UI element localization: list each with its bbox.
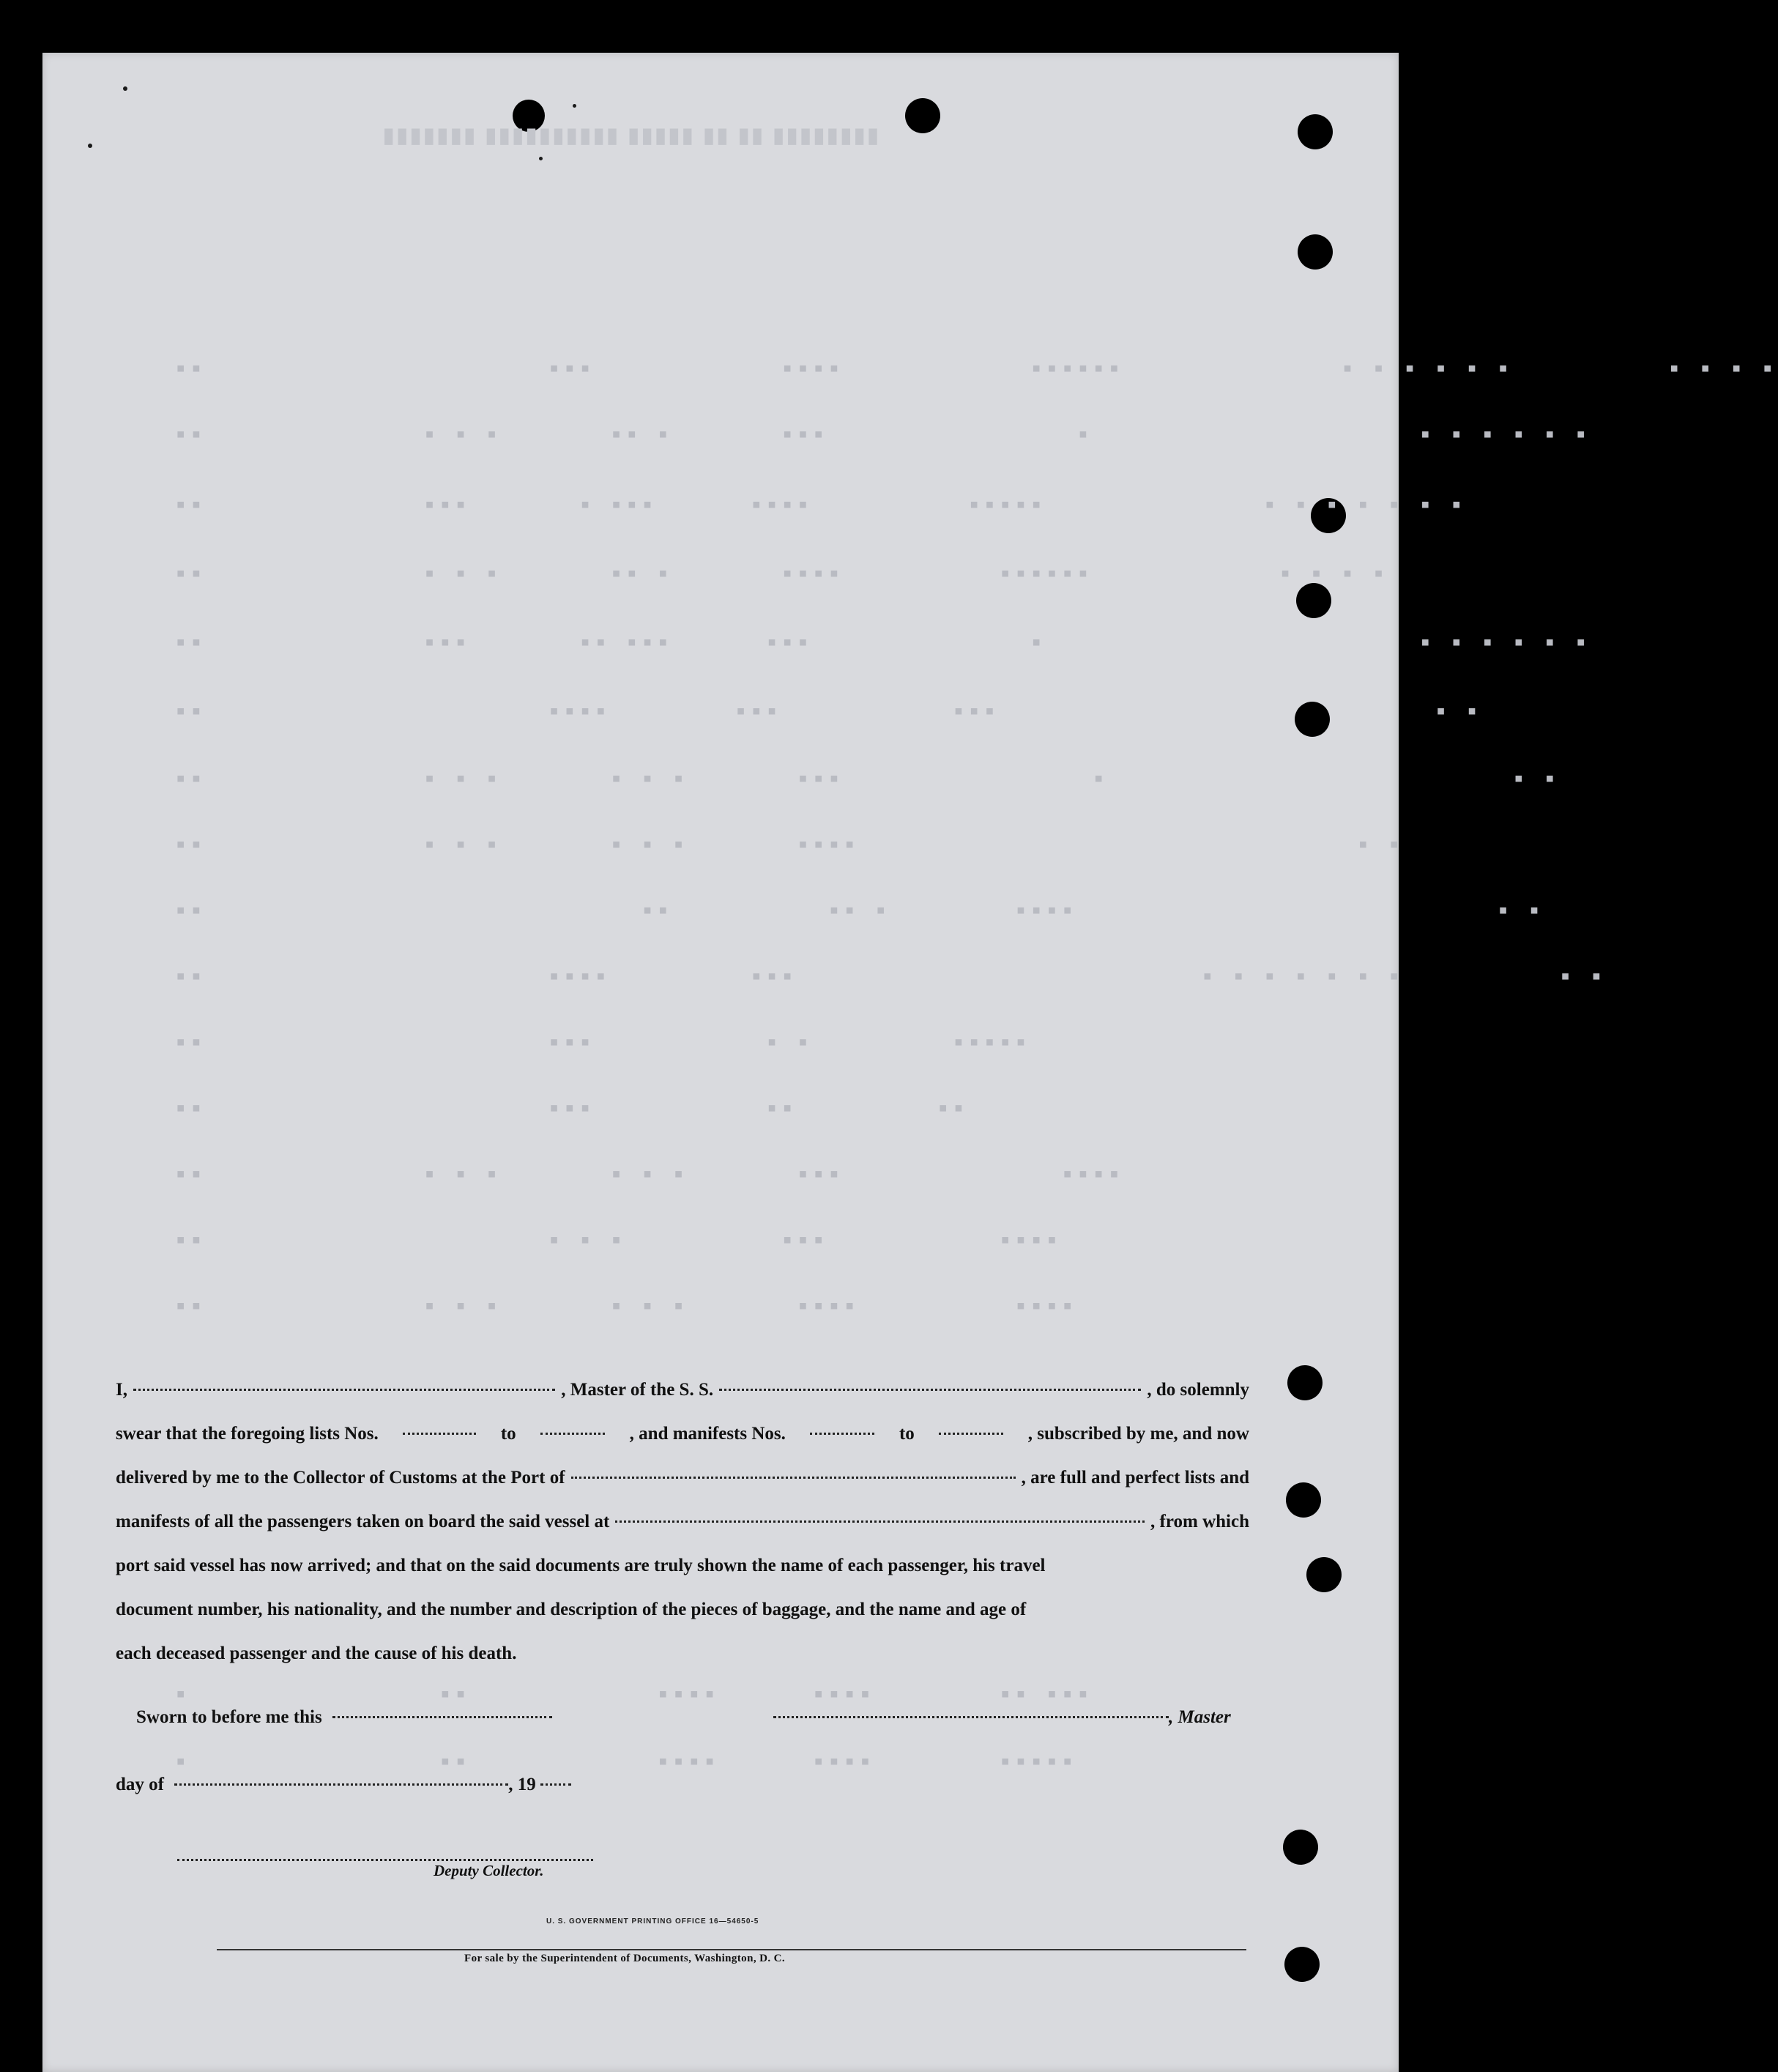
declaration-text: I, bbox=[116, 1380, 127, 1400]
sworn-date-field[interactable] bbox=[332, 1716, 552, 1718]
bleed-through-row: ▪ ▪▪ ▪▪▪▪ ▪▪▪▪ ▪▪▪▪▪ bbox=[176, 1752, 1079, 1770]
punch-hole bbox=[1298, 114, 1333, 149]
bleed-through-row: ▪▪ ▪ ▪ ▪ ▪▪ ▪ ▪▪▪ ▪ ▪ ▪ ▪ ▪ ▪ ▪ bbox=[176, 425, 1592, 443]
manifests-to-field[interactable] bbox=[939, 1433, 1003, 1435]
declaration-text: swear that the foregoing lists Nos. bbox=[116, 1424, 379, 1444]
speck bbox=[123, 86, 127, 91]
punch-hole bbox=[1306, 1557, 1342, 1592]
bleed-through-row: ▪▪ ▪ ▪ ▪ ▪ ▪ ▪ ▪▪▪▪ ▪▪▪▪ bbox=[176, 1296, 1079, 1315]
bleed-through-row: ▪▪ ▪ ▪ ▪ ▪▪▪ ▪▪▪▪ bbox=[176, 1230, 1063, 1249]
punch-hole bbox=[1296, 583, 1331, 618]
punch-hole bbox=[1287, 1365, 1323, 1400]
master-name-field[interactable] bbox=[133, 1389, 555, 1391]
bleed-through-row: ▪▪ ▪▪▪ ▪ ▪ ▪▪▪▪▪ bbox=[176, 1033, 1032, 1051]
month-field[interactable] bbox=[174, 1783, 508, 1786]
speck bbox=[573, 104, 576, 108]
declaration-text: , and manifests Nos. bbox=[629, 1424, 786, 1444]
declaration-text: delivered by me to the Collector of Customs at the Port of bbox=[116, 1468, 565, 1488]
declaration-text: , Master of the S. S. bbox=[561, 1380, 714, 1400]
declaration-line-5 bbox=[116, 1544, 1249, 1588]
footer-rule bbox=[217, 1949, 1246, 1950]
punch-hole bbox=[1298, 234, 1333, 270]
bleed-through-row: ▪▪ ▪▪▪ ▪ ▪▪▪ ▪▪▪▪ ▪▪▪▪▪ ▪ ▪ ▪ ▪ ▪ ▪ ▪ bbox=[176, 495, 1468, 513]
bleed-through-row: ▪ ▪▪ ▪▪▪▪ ▪▪▪▪ ▪▪ ▪▪▪ bbox=[176, 1685, 1094, 1703]
sworn-label: Sworn to before me this bbox=[136, 1707, 322, 1727]
manifests-from-field[interactable] bbox=[810, 1433, 874, 1435]
bleed-through-row: ▪▪ ▪ ▪ ▪ ▪▪ ▪ ▪▪▪▪ ▪▪▪▪▪▪ ▪ ▪ ▪ ▪ bbox=[176, 564, 1390, 582]
declaration-line-1 bbox=[116, 1368, 1249, 1412]
declaration-text: port said vessel has now arrived; and that on the said documents are truly shown the name of each passenger, his travel bbox=[116, 1556, 1046, 1575]
declaration-text: to bbox=[500, 1424, 516, 1444]
punch-hole bbox=[905, 98, 940, 133]
declaration-line-6 bbox=[116, 1588, 1249, 1632]
printing-office-imprint: U. S. GOVERNMENT PRINTING OFFICE 16—54650-5 bbox=[546, 1917, 759, 1926]
bleed-through-row: ▪▪ ▪ ▪ ▪ ▪ ▪ ▪ ▪▪▪▪ ▪ ▪ bbox=[176, 835, 1405, 853]
master-label: , Master bbox=[1169, 1707, 1231, 1727]
bleed-through-row: ▪▪ ▪▪▪▪ ▪▪▪ ▪ ▪ ▪ ▪ ▪ ▪ ▪ ▪ ▪ bbox=[176, 967, 1607, 985]
declaration-text: , from which bbox=[1150, 1512, 1249, 1531]
bleed-through-row: ▪▪ ▪ ▪ ▪ ▪ ▪ ▪ ▪▪▪ ▪ ▪ ▪ bbox=[176, 769, 1561, 787]
deputy-collector-signature-field[interactable] bbox=[177, 1859, 593, 1861]
year-label: , 19 bbox=[508, 1775, 536, 1794]
bleed-through-row: ▪▪ ▪▪▪▪ ▪▪▪ ▪▪▪ ▪ ▪ bbox=[176, 702, 1483, 720]
sworn-line bbox=[136, 1707, 552, 1728]
speck bbox=[539, 157, 543, 160]
declaration-text: document number, his nationality, and the number and description of the pieces of baggage, and the name and age of bbox=[116, 1600, 1027, 1619]
declaration-line-2 bbox=[116, 1412, 1249, 1456]
master-signature-field[interactable] bbox=[773, 1716, 1169, 1718]
punch-hole bbox=[1286, 1482, 1321, 1518]
speck bbox=[88, 144, 92, 148]
year-field[interactable] bbox=[540, 1783, 571, 1786]
declaration-text: , subscribed by me, and now bbox=[1027, 1424, 1249, 1444]
declaration-line-4 bbox=[116, 1500, 1249, 1544]
vessel-name-field[interactable] bbox=[719, 1389, 1141, 1391]
master-declaration bbox=[116, 1368, 1249, 1676]
day-of-label: day of bbox=[116, 1775, 164, 1794]
day-of-line bbox=[116, 1775, 571, 1795]
declaration-text: , are full and perfect lists and bbox=[1021, 1468, 1249, 1488]
deputy-collector-label: Deputy Collector. bbox=[434, 1862, 544, 1879]
port-of-embarkation-field[interactable] bbox=[615, 1520, 1145, 1523]
bleed-through-row: ▪▪ ▪▪▪ ▪▪ ▪▪▪ ▪▪▪ ▪ ▪ ▪ ▪ ▪ ▪ ▪ bbox=[176, 633, 1592, 651]
port-of-arrival-field[interactable] bbox=[571, 1477, 1016, 1479]
declaration-text: to bbox=[899, 1424, 915, 1444]
declaration-text: each deceased passenger and the cause of his death. bbox=[116, 1644, 517, 1663]
declaration-text: , do solemnly bbox=[1147, 1380, 1250, 1400]
master-signature-line bbox=[773, 1707, 1231, 1728]
declaration-line-3 bbox=[116, 1456, 1249, 1500]
declaration-line-7 bbox=[116, 1632, 1249, 1676]
bleed-through-row: ▪▪ ▪▪▪ ▪▪ ▪▪ bbox=[176, 1099, 970, 1117]
declaration-text: manifests of all the passengers taken on board the said vessel at bbox=[116, 1512, 610, 1531]
lists-to-field[interactable] bbox=[540, 1433, 605, 1435]
sale-notice: For sale by the Superintendent of Documents, Washington, D. C. bbox=[464, 1953, 786, 1964]
lists-from-field[interactable] bbox=[403, 1433, 476, 1435]
punch-hole bbox=[1283, 1830, 1318, 1865]
bleed-through-heading: ▮▮▮▮▮▮▮▮ ▮▮ ▮▮ ▮▮▮▮▮ ▮▮▮▮▮▮▮▮▮▮ ▮▮▮▮▮▮▮ bbox=[381, 124, 879, 146]
punch-hole bbox=[1284, 1947, 1320, 1982]
bleed-through-row: ▪▪ ▪▪ ▪▪ ▪ ▪▪▪▪ ▪ ▪ bbox=[176, 901, 1545, 919]
bleed-through-row: ▪▪ ▪ ▪ ▪ ▪ ▪ ▪ ▪▪▪ ▪▪▪▪ bbox=[176, 1165, 1125, 1183]
bleed-through-row: ▪▪ ▪▪▪ ▪▪▪▪ ▪▪▪▪▪▪ ▪ ▪ ▪ ▪ ▪ ▪ ▪ ▪ ▪ ▪ bbox=[176, 359, 1778, 377]
